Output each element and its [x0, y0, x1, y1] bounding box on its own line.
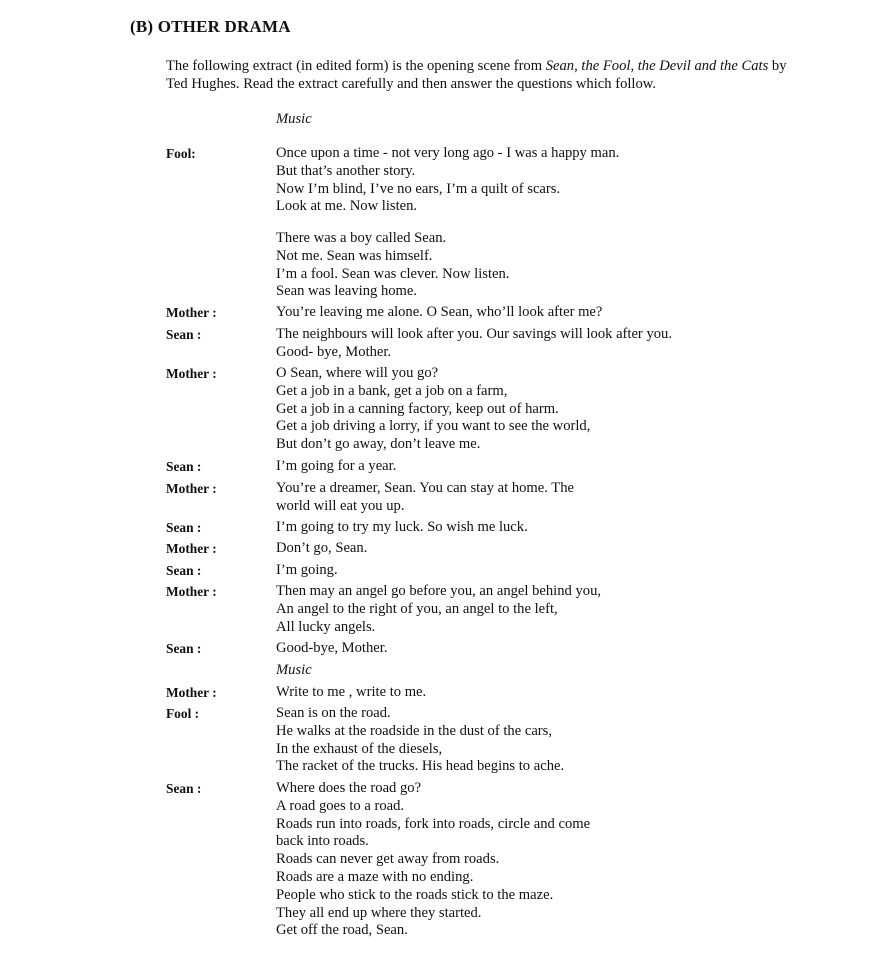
dialogue-line: Sean was leaving home. — [276, 283, 418, 300]
dialogue-block — [276, 365, 836, 454]
speaker-name: Mother : — [166, 541, 217, 556]
dialogue-block — [276, 480, 836, 516]
intro-text-2: by Ted Hughes. Read the extract carefully and then answer the questions which follow. — [166, 58, 787, 92]
speaker-name: Sean : — [166, 520, 202, 535]
dialogue-block — [276, 145, 836, 216]
dialogue-line: I’m going to try my luck. So wish me luck. — [276, 519, 528, 535]
dialogue-block — [276, 640, 836, 658]
dialogue-line: He walks at the roadside in the dust of the cars, — [276, 722, 552, 739]
speaker-name: Mother : — [166, 305, 217, 320]
intro-paragraph — [166, 58, 806, 93]
dialogue-block — [276, 562, 836, 580]
stage-direction-music: Music — [276, 111, 312, 127]
dialogue-line: Now I’m blind, I’ve no ears, I’m a quilt of scars. — [276, 180, 561, 197]
dialogue-line: Where does the road go? — [276, 780, 422, 796]
dialogue-line: O Sean, where will you go? — [276, 365, 439, 381]
dialogue-block — [276, 780, 836, 940]
dialogue-line: Sean is on the road. — [276, 705, 391, 721]
dialogue-block — [276, 326, 836, 362]
dialogue-line: The racket of the trucks. His head begins to ache. — [276, 758, 565, 775]
section-heading: (B) OTHER DRAMA — [130, 17, 291, 36]
dialogue-block — [276, 684, 836, 702]
dialogue-line: Get off the road, Sean. — [276, 922, 408, 939]
dialogue-line: I’m going for a year. — [276, 458, 397, 474]
dialogue-line: back into roads. — [276, 833, 369, 850]
dialogue-line: Good-bye, Mother. — [276, 640, 388, 656]
dialogue-block — [276, 705, 836, 776]
speaker-name: Mother : — [166, 584, 217, 599]
dialogue-line: I’m a fool. Sean was clever. Now listen. — [276, 265, 510, 282]
speaker-name: Fool : — [166, 706, 200, 721]
dialogue-line: world will eat you up. — [276, 497, 405, 514]
play-title: Sean, the Fool, the Devil and the Cats — [545, 58, 769, 74]
dialogue-line: Then may an angel go before you, an angel behind you, — [276, 583, 602, 599]
dialogue-line: They all end up where they started. — [276, 904, 482, 921]
dialogue-line: Get a job driving a lorry, if you want to see the world, — [276, 418, 591, 435]
stage-direction-music: Music — [276, 662, 312, 678]
dialogue-line: Good- bye, Mother. — [276, 343, 392, 360]
dialogue-block — [276, 304, 836, 322]
dialogue-block — [276, 519, 836, 537]
dialogue-line: Write to me , write to me. — [276, 684, 427, 700]
dialogue-line: A road goes to a road. — [276, 797, 405, 814]
dialogue-line: But don’t go away, don’t leave me. — [276, 436, 481, 453]
dialogue-block — [276, 583, 836, 636]
speaker-name: Mother : — [166, 366, 217, 381]
dialogue-line: In the exhaust of the diesels, — [276, 740, 443, 757]
dialogue-line: But that’s another story. — [276, 162, 416, 179]
dialogue-line: There was a boy called Sean. — [276, 230, 447, 246]
dialogue-line: The neighbours will look after you. Our savings will look after you. — [276, 326, 672, 342]
dialogue-line: You’re a dreamer, Sean. You can stay at home. The — [276, 480, 574, 496]
intro-text-1: The following extract (in edited form) is the opening scene from — [166, 58, 546, 74]
dialogue-line: Roads can never get away from roads. — [276, 851, 500, 868]
dialogue-line: Get a job in a canning factory, keep out of harm. — [276, 400, 559, 417]
dialogue-line: Not me. Sean was himself. — [276, 247, 433, 264]
speaker-name: Fool: — [166, 146, 196, 161]
speaker-name: Sean : — [166, 327, 202, 342]
dialogue-block — [276, 230, 836, 301]
dialogue-block — [276, 458, 836, 476]
dialogue-block — [276, 540, 836, 558]
speaker-name: Sean : — [166, 459, 202, 474]
speaker-name: Mother : — [166, 685, 217, 700]
dialogue-line: You’re leaving me alone. O Sean, who’ll look after me? — [276, 304, 603, 320]
dialogue-line: Look at me. Now listen. — [276, 198, 418, 215]
dialogue-line: Roads run into roads, fork into roads, circle and come — [276, 815, 591, 832]
dialogue-line: Get a job in a bank, get a job on a farm, — [276, 382, 508, 399]
dialogue-line: Don’t go, Sean. — [276, 540, 368, 556]
dialogue-line: I’m going. — [276, 562, 338, 578]
dialogue-line: All lucky angels. — [276, 618, 376, 635]
speaker-name: Mother : — [166, 481, 217, 496]
speaker-name: Sean : — [166, 781, 202, 796]
dialogue-line: People who stick to the roads stick to the maze. — [276, 886, 554, 903]
speaker-name: Sean : — [166, 641, 202, 656]
dialogue-line: Once upon a time - not very long ago - I was a happy man. — [276, 145, 620, 161]
dialogue-line: Roads are a maze with no ending. — [276, 868, 474, 885]
dialogue-line: An angel to the right of you, an angel to the left, — [276, 600, 558, 617]
speaker-name: Sean : — [166, 563, 202, 578]
